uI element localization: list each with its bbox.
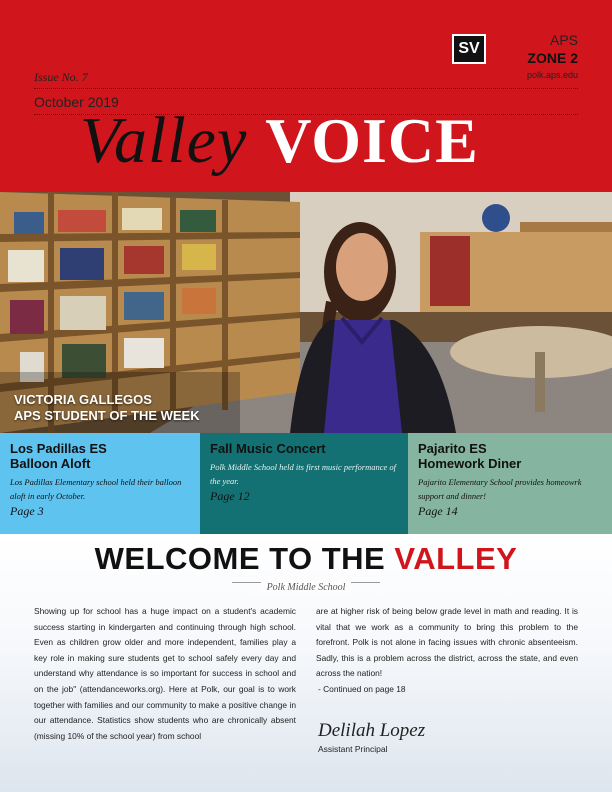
signature: Delilah Lopez xyxy=(318,720,426,741)
headline-highlight: VALLEY xyxy=(394,541,518,576)
feature-page-ref: Page 3 xyxy=(10,504,44,518)
article-headline: WELCOME TO THE VALLEY xyxy=(94,541,518,576)
feature-description: Los Padillas Elementary school held their balloon aloft in early October. xyxy=(10,477,182,501)
article-column-2: are at higher risk of being below grade level in math and reading. It is vital that we work as a community to bring this problem to the forefront. Polk is not alone in facing issues with chronic absenteeism. Sadly, this is a problem across the district, across the state, and even across the nation! - Continued on page 18 xyxy=(316,604,578,698)
newsletter-title xyxy=(80,104,479,177)
masthead xyxy=(0,0,612,192)
feature-page-ref: Page 14 xyxy=(418,504,458,518)
issue-date: October 2019 xyxy=(34,94,119,110)
title-word-voice: VOICE xyxy=(265,105,479,176)
signer-title: Assistant Principal xyxy=(318,744,388,754)
zone-label: ZONE 2 xyxy=(527,50,578,66)
feature-fall-music-concert[interactable] xyxy=(200,433,408,534)
feature-description: Polk Middle School held its first music performance of the year. xyxy=(210,462,397,486)
sv-logo: SV xyxy=(452,34,486,64)
feature-homework-diner[interactable] xyxy=(408,433,612,534)
feature-description: Pajarito Elementary School provides homeowrk support and dinner! xyxy=(418,477,582,501)
feature-title: Fall Music Concert xyxy=(210,441,326,456)
feature-title: Pajarito ES Homework Diner xyxy=(418,441,522,471)
feature-page-ref: Page 12 xyxy=(210,489,250,503)
caption-name: VICTORIA GALLEGOS xyxy=(14,392,152,407)
photo-caption xyxy=(14,392,200,424)
feature-bands xyxy=(0,433,612,534)
issue-number: Issue No. 7 xyxy=(34,70,88,84)
continued-note[interactable]: - Continued on page 18 xyxy=(318,683,406,694)
masthead-rule-top xyxy=(34,88,578,89)
title-word-valley: Valley xyxy=(80,104,248,177)
website-url: polk.aps.edu xyxy=(526,70,578,80)
org-name: APS xyxy=(549,32,578,48)
feature-balloon-aloft[interactable] xyxy=(0,433,200,534)
school-name: Polk Middle School xyxy=(0,577,612,595)
feature-title: Los Padillas ES Balloon Aloft xyxy=(10,441,107,471)
article-column-1: Showing up for school has a huge impact on a student's academic success starting in kindergarten and continuing through high school. Even as children grow older and more independent, families play a key role in making sure students get to school safely every day and understand why attendance is so important for success in school and on the job" (attendanceworks.org). Here at Polk, our goal is to work together with families and our community to make a positive change in our attendance. Statistics show students who are chronically absent (missing 10% of the school year) from school xyxy=(34,606,296,741)
caption-title: APS STUDENT OF THE WEEK xyxy=(14,408,200,423)
